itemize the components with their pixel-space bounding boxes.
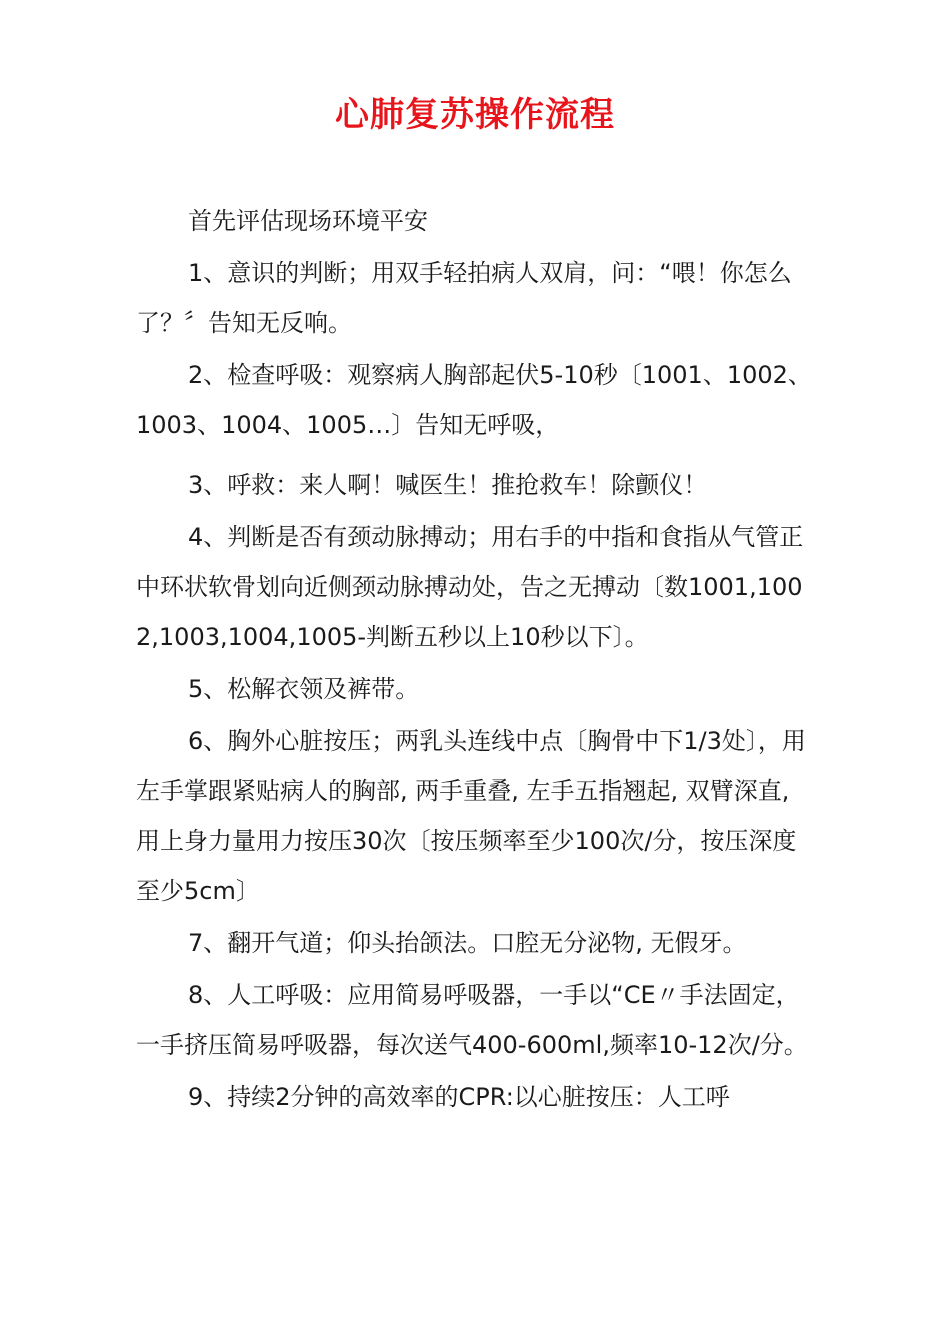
paragraph-step-9: 9、持续2分钟的高效率的CPR:以心脏按压：人工呼 (188, 1083, 730, 1111)
paragraph-step-1: 1、意识的判断；用双手轻拍病人双肩，问：“喂！你怎么了？〞告知无反响。 (136, 259, 792, 337)
paragraph-step-7: 7、翻开气道；仰头抬颌法。口腔无分泌物, 无假牙。 (188, 929, 747, 957)
document-body (136, 196, 820, 1122)
paragraph-step-4: 4、判断是否有颈动脉搏动；用右手的中指和食指从气管正中环状软骨划向近侧颈动脉搏动处，告之无搏动〔数1001,1002,1003,1004,1005-判断五秒以上10秒以下〕。 (136, 523, 804, 651)
paragraph-step-2: 2、检查呼吸：观察病人胸部起伏5-10秒〔1001、1002、1003、1004、1005…〕告知无呼吸， (136, 361, 812, 439)
paragraph-step-3: 3、呼救：来人啊！喊医生！推抢救车！除颤仪！ (188, 471, 708, 499)
paragraph-intro: 首先评估现场环境平安 (188, 207, 428, 235)
document-title: 心肺复苏操作流程 (335, 95, 615, 135)
paragraph-step-6: 6、胸外心脏按压；两乳头连线中点〔胸骨中下1/3处〕，用左手掌跟紧贴病人的胸部, 两手重叠, 左手五指翘起, 双臂深直, 用上身力量用力按压30次〔按压频率至少100次/分，按压深度至少5cm〕 (136, 727, 806, 905)
paragraph-step-8: 8、人工呼吸：应用简易呼吸器，一手以“CE〃手法固定，一手挤压简易呼吸器，每次送气400-600ml,频率10-12次/分。 (136, 981, 808, 1059)
paragraph-step-5: 5、松解衣领及裤带。 (188, 675, 420, 703)
